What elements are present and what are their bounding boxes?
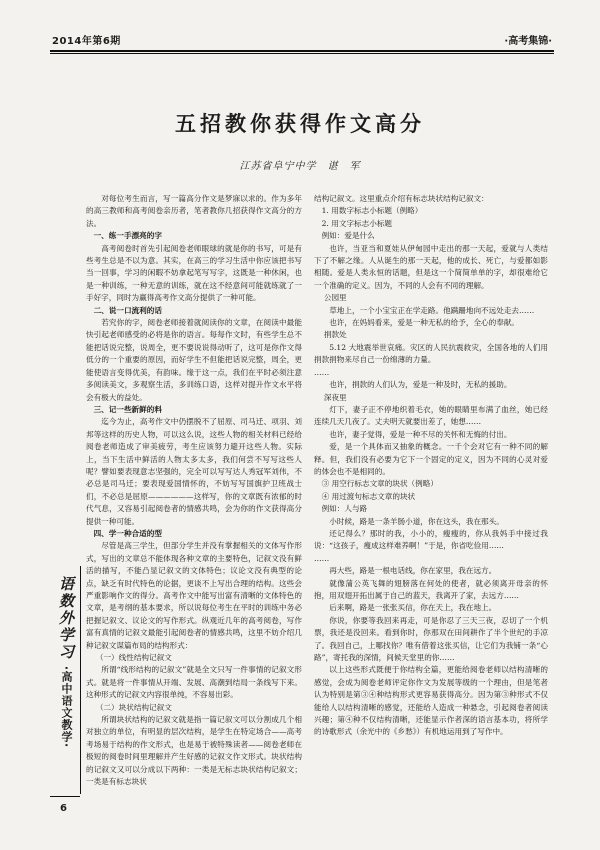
header-rule — [50, 50, 554, 52]
section-heading: 三、记一些新鲜的料 — [93, 404, 162, 414]
page-number-rule — [50, 796, 80, 797]
scene-label: 捐款处 — [323, 330, 347, 340]
paragraph: ③ 用空行标志文章的块状（例略） — [321, 479, 438, 489]
paragraph: 例如：爱是什么 — [321, 231, 375, 241]
sidebar-rule — [80, 566, 81, 794]
paragraph: 小时候，路是一条羊肠小道，你在这头，我在那头。 — [329, 516, 504, 526]
paragraph: 灯下，妻子正不停地织着毛衣，她的眼睛里布满了血丝，她已经连续几天几夜了。丈夫明天就要出差了，她想…… — [314, 404, 548, 427]
paragraph: 若究你的字，阅卷老师接着就阅读你的文章，在阅读中最能快引起老师感受的必将是你的语言。每每作文时，有些学生总不能把话说完整，说周全，更不要说说得动听了，这可是你作文得低分的一个重要的原因，而好学生不但能把话说完整，周全，更能使语言变得优美，有韵味。缘于这一点，我们在平时必须注意多阅读美文，多观察生活，多训练口语，这样对提升作文水平将会有极大的益处。 — [86, 318, 302, 402]
issue-label: 2014年第6期 — [52, 36, 121, 47]
page-number: 6 — [60, 803, 67, 814]
journal-brand: 语数外学习 — [57, 576, 75, 661]
paragraph: 也许，捐款的人们认为，爱是一种及时，无私的援助。 — [329, 380, 512, 390]
paragraph: 高考阅卷时首先引起阅卷老师眼球的就是你的书写，可是有些考生总是不以为意。其实，在高三的学习生活中你应该把书写当一回事，学习的闲暇不妨拿起笔写写字，这既是一种休闲，也是一种训练，一种无意的训练，就在这不经意间可能就练就了一手好字，同时为赢得高考作文高分提供了一种可能。 — [86, 243, 302, 303]
paragraph: 草地上，一个小宝宝正在学走路。他蹒跚地向不远处走去…… — [329, 305, 535, 315]
paragraph: 例如：人与路 — [321, 504, 368, 514]
section-label: ·高考集锦· — [504, 36, 552, 47]
section-heading: 四、学一种合适的型 — [93, 528, 162, 538]
paragraph: 5.12 大地震举世哀痛。灾区的人民抗震救灾，全国各地的人们用捐款捐物来尽自己一份绵薄的力量。 — [314, 342, 548, 365]
paragraph: 2. 用文字标志小标题 — [321, 218, 393, 228]
paragraph: 爱，是一个具体而又抽象的概念。一千个会对它有一种不同的解释。但，我们没有必要为它下一个固定的定义，因为不同的心灵对爱的体会也不是相同的。 — [314, 442, 548, 476]
section-heading: 二、说一口流利的话 — [93, 305, 162, 315]
ellipsis-line: …… — [314, 367, 330, 377]
paragraph: 迄今为止，高考作文中仍摆脱不了屈原、司马迁、项羽、刘邦等这样的历史人物，可以这么说，这些人物的相关材料已经给阅卷老师造成了审美疲劳，考生应该努力避开这些人物。实际上，当下生活中鲜活的人物太多太多，我们何尝不写写这些人呢？譬如要表现意志坚强的，完全可以写写达人秀冠军刘伟，不必总是司马迁；要表现爱国情怀的，不妨写写国旗护卫班战士们，不必总是屈原——————这样写，你的文章既有浓郁的时代气息，又容易引起阅卷者的情感共鸣，会为你的作文获得高分提供一种可能。 — [86, 417, 302, 526]
section-heading: 一、练一手漂亮的字 — [93, 231, 162, 241]
paragraph: 也许，妻子觉得，爱是一种不尽的关怀和无悔的付出。 — [329, 429, 512, 439]
paragraph: 尽管是高三学生，但部分学生并没有掌握相关的文体写作形式，写出的文章总不能体现各种文章的主要特色，记叙文没有鲜活的描写，不能凸显记叙文的文体特色；议论文没有典型的论点，缺乏有时代特色的论据，更谈不上写出合理的结构。这些会严重影响作文的得分。高考作文中能写出富有清晰的文体特色的文章，是考纲的基本要求，所以说每位考生在平时的训练中务必把握记叙文、议论文的写作形式。纵观近几年的高考阅卷，写作富有真情的记叙文最能引起阅卷者的情感共鸣，这里不妨介绍几种记叙文谋篇布局的结构形式： — [86, 541, 302, 650]
paragraph: 也许，当亚当和夏娃从伊甸园中走出的那一天起，爱就与人类结下了不解之缘。人从诞生的那一天起，他的成长、死亡，与爱都如影相随。爱是人类永恒的话题，但是这一个简简单单的字，却很难给它一个准确的定义。因为，不同的人会有不同的理解。 — [314, 243, 548, 290]
scene-label: 公园里 — [323, 293, 347, 303]
paragraph: 你说，你要等我回来再走，可是你忍了三天三夜，忍切了一个机票，我还是没回来。看到你时，你那双在田间耕作了半个世纪的手凉了。我回自己，上哪找你？唯有借着这张买信，让它们为我铺一条“心路”，寄托我的深情，间候天堂里的你…… — [314, 615, 548, 663]
page-header — [0, 0, 600, 56]
paragraph: 1. 用数字标志小标题（例略） — [321, 206, 423, 216]
paragraph: 就像蒲公英飞舞的翅膀落在何处的使者，就必须离开母亲的怀抱，用双翅开拓出属于自己的蓝天，我离开了家，去远方…… — [314, 578, 548, 600]
header-rule-thin — [50, 53, 554, 54]
scene-label: 深夜里 — [323, 392, 347, 402]
paragraph: 后来啊，路是一张张买信，你在天上，我在地上。 — [329, 603, 497, 613]
article-title: 五招教你获得作文高分 — [175, 111, 425, 136]
paragraph: 结构记叙文。这里重点介绍有标志块状结构记叙文： — [314, 194, 489, 203]
paragraph: 所谓块状结构的记叙文就是指一篇记叙文可以分割成几个相对独立的单位，有明显的层次结构，是学生在特定场合——高考考场易于结构的作文形式，也是易于被特殊读者——阅卷老师在极短的阅卷时间里理解并产生好感的记叙文作文形式。块状结构的记叙文又可以分成以下两种：一类是无标志块状结构记叙文；一类是有标志块状 — [86, 715, 302, 787]
paragraph: 也许，在妈妈看来，爱是一种无私的给予，全心的奉献。 — [329, 318, 520, 328]
journal-sidebar — [57, 576, 77, 748]
left-column — [86, 193, 302, 803]
paragraph: 以上这些形式既便于你结构全篇，更能给阅卷老师以结构清晰的感觉，会成为阅卷老师评定你作文为发展等级的一个理由，但是笔者认为特别是第③④种结构形式更容易获得高分。因为第③种形式不仅能给人以结构清晰的感觉，还能给人造成一种悬念，引起阅卷者阅读兴趣；第④种不仅结构清晰，还能显示作者深的语言基本功，将所学的诗歌形式（余光中的《乡愁》）有机地运用到了写作中。 — [314, 665, 548, 737]
subsection-heading: （一）线性结构记叙文 — [95, 653, 172, 663]
paragraph: 再大些，路是一根电话线，你在家里，我在远方。 — [329, 566, 497, 576]
journal-column-label: ·高中语文教学· — [60, 665, 73, 749]
subsection-heading: （二）块状结构记叙文 — [95, 702, 172, 712]
right-column — [314, 193, 548, 803]
article-author: 江苏省阜宁中学 谌 军 — [239, 161, 361, 172]
paragraph: 对每位考生而言，写一篇高分作文是梦寐以求的。作为多年的高三教师和高考阅卷亲历者，笔者教你几招获得作文高分的方法。 — [86, 194, 302, 228]
ellipsis-line: …… — [314, 553, 330, 563]
paragraph: 所谓“线形结构的记叙文”就是全文只写一件事情的记叙文形式。就是将一件事情从开端、发展、高潮到结局一条线写下来。这种形式的记叙文内容很单纯，不容易出彩。 — [86, 665, 302, 700]
paragraph: ④ 用过渡句标志文章的块状 — [321, 491, 416, 501]
paragraph: 还记得么？那时的我，小小的，瘦瘦的，你从我妈手中接过我说：“这孩子，瘦成这样难养啊！”于是，你省吃俭用…… — [314, 528, 548, 551]
